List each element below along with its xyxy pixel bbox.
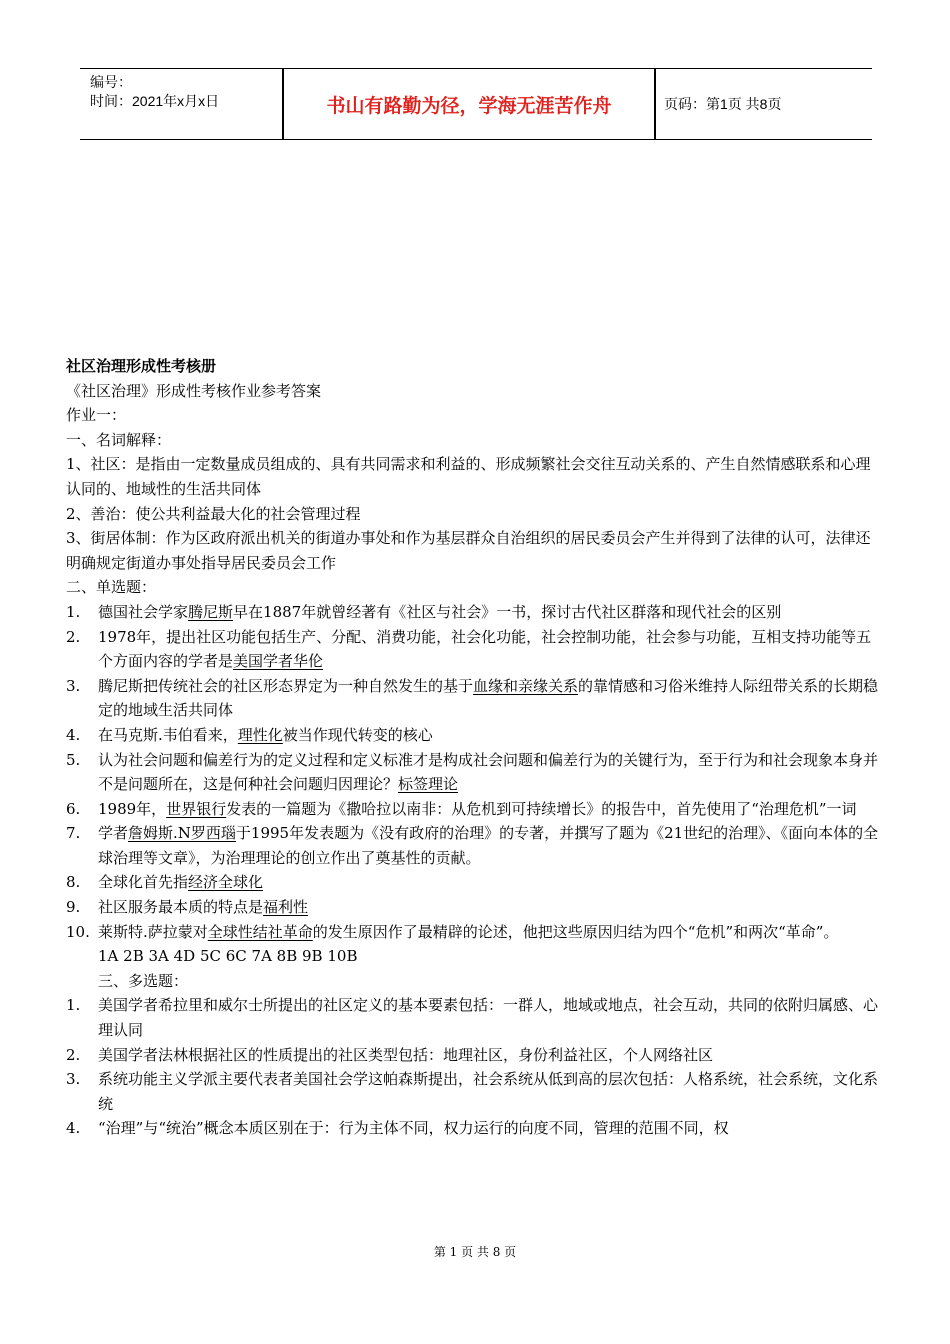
answer-underlined: 福利性 [263,898,309,917]
question-number: 4. [66,725,81,744]
question-text [98,821,880,870]
question-item [66,625,880,674]
question-number: 6. [66,799,81,818]
question-item [66,748,880,797]
definition-item: 3、街居体制：作为区政府派出机关的街道办事处和作为基层群众自治组织的居民委员会产生并得到了法律的认可，法律还明确规定街道办事处指导居民委员会工作 [66,529,871,572]
header-meta [90,73,219,111]
question-item [66,821,880,870]
question-number: 4. [66,1119,81,1138]
page-header [80,68,872,140]
question-text-after: 的发生原因作了最精辟的论述，他把这些原因归结为四个“危机”和两次“革命”。 [312,922,839,941]
question-number: 3. [66,1070,81,1089]
question-text-before: 腾尼斯把传统社会的社区形态界定为一种自然发生的基于 [98,676,474,695]
question-number: 10. [66,922,90,941]
question-item [66,920,880,945]
question-text [98,748,880,797]
question-text [98,920,880,945]
number-label: 编号： [90,74,132,90]
question-item [66,723,880,748]
question-item [66,895,880,920]
question-text [98,723,880,748]
document-body [66,354,880,1141]
question-number: 5. [66,750,81,769]
question-text [98,600,880,625]
definition-item: 2、善治：使公共利益最大化的社会管理过程 [66,504,361,523]
answer-key: 1A 2B 3A 4D 5C 6C 7A 8B 9B 10B [98,947,358,966]
question-number: 1. [66,602,81,621]
question-number: 2. [66,1045,81,1064]
page-footer: 第 1 页 共 8 页 [433,1245,517,1259]
question-text-before: 莱斯特.萨拉蒙对 [98,922,208,941]
question-text [98,625,880,674]
question-text-after: 早在1887年就曾经著有《社区与社会》一书，探讨古代社区群落和现代社会的区别 [233,602,782,621]
answer-underlined: 美国学者华伦 [233,652,324,671]
question-item [66,1116,880,1141]
section-heading: 三、多选题： [98,971,189,990]
question-text: 系统功能主义学派主要代表者美国社会学这帕森斯提出，社会系统从低到高的层次包括：人格系统，社会系统，文化系统 [98,1070,879,1113]
document-title: 社区治理形成性考核册 [66,357,217,375]
question-text-after: 发表的一篇题为《撒哈拉以南非：从危机到可持续增长》的报告中，首先使用了“治理危机”一词 [226,799,857,818]
header-motto: 书山有路勤为径，学海无涯苦作舟 [326,95,612,117]
question-text-before: 全球化首先指 [98,873,189,892]
answer-underlined: 全球性结社革命 [207,922,313,941]
question-text [98,895,880,920]
multi-choice-list [66,993,880,1141]
question-number: 8. [66,873,81,892]
question-text-after: 于1995年发表题为《没有政府的治理》的专著，并撰写了题为《21世纪的治理》、《面向本体的全球治理等文章》，为治理理论的创立作出了奠基性的贡献。 [98,824,879,867]
assignment-heading: 作业一： [66,406,127,425]
question-text-after: 的靠情感和习俗米维持人际纽带关系的长期稳定的地域生活共同体 [98,676,879,720]
question-item [66,674,880,723]
question-number: 3. [66,676,81,695]
section-heading: 二、单选题： [66,578,157,597]
definitions-list [66,452,880,575]
header-page-info: 页码：第1页 共8页 [664,96,782,112]
question-number: 2. [66,627,81,646]
question-item [66,870,880,895]
answer-underlined: 经济全球化 [188,873,264,892]
definition-item: 1、社区：是指由一定数量成员组成的、具有共同需求和利益的、形成频繁社会交往互动关系的、产生自然情感联系和心理认同的、地域性的生活共同体 [66,455,871,498]
question-text-before: 1978年，提出社区功能包括生产、分配、消费功能，社会化功能，社会控制功能，社会参与功能，互相支持功能等五个方面内容的学者是 [98,627,872,671]
section-heading: 一、名词解释： [66,430,172,449]
question-item [66,1067,880,1116]
question-number: 7. [66,824,81,843]
question-text: 美国学者希拉里和威尔士所提出的社区定义的基本要素包括：一群人，地域或地点，社会互动，共同的依附归属感、心理认同 [98,996,879,1040]
header-divider [654,69,656,139]
question-text-before: 德国社会学家 [98,602,189,621]
question-text: 美国学者法林根据社区的性质提出的社区类型包括：地理社区，身份利益社区，个人网络社区 [98,1045,714,1064]
question-item [66,993,880,1042]
time-label: 时间：2021年x月x日 [90,93,220,109]
question-text-before: 在马克斯.韦伯看来， [98,725,238,744]
answer-underlined: 理性化 [237,725,283,744]
question-number: 1. [66,996,81,1015]
answer-underlined: 血缘和亲缘关系 [473,676,579,695]
answer-underlined: 世界银行 [166,799,227,818]
question-item [66,600,880,625]
question-text-before: 认为社会问题和偏差行为的定义过程和定义标准才是构成社会问题和偏差行为的关键行为，至于行为和社会现象本身并不是问题所在，这是何种社会问题归因理论？ [98,750,879,794]
question-text-before: 学者 [98,824,129,843]
question-text [98,870,880,895]
question-text [98,674,880,723]
question-text: “治理”与“统治”概念本质区别在于：行为主体不同，权力运行的向度不同，管理的范围不同，权 [98,1119,729,1138]
question-text-before: 社区服务最本质的特点是 [98,898,264,917]
document-subtitle: 《社区治理》形成性考核作业参考答案 [66,381,322,400]
question-item [66,797,880,822]
question-text [98,797,880,822]
question-item [66,1043,880,1068]
question-text-after: 被当作现代转变的核心 [282,725,433,744]
question-number: 9. [66,898,81,917]
answer-underlined: 腾尼斯 [188,602,234,621]
answer-underlined: 标签理论 [398,775,459,794]
question-text-before: 1989年， [98,799,167,818]
single-choice-list [66,600,880,944]
answer-underlined: 詹姆斯.N罗西瑙 [128,824,236,843]
